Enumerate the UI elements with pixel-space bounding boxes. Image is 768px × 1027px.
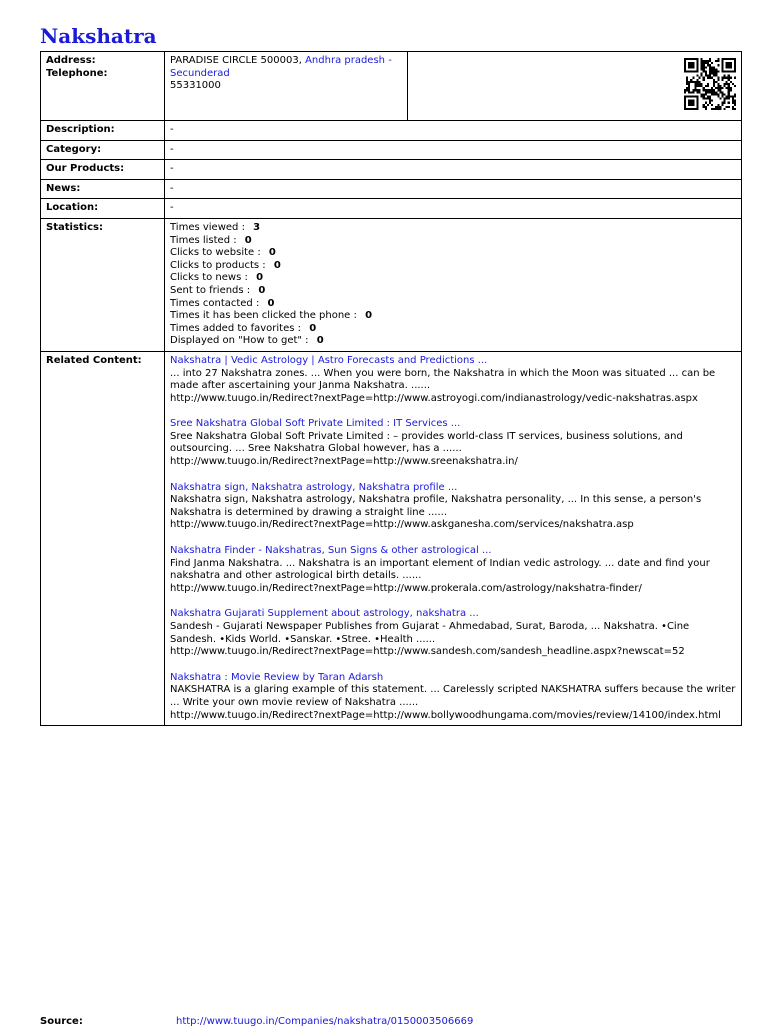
stat-line — [170, 310, 736, 323]
stat-value: 0 — [256, 272, 264, 284]
related-item — [170, 482, 736, 532]
qr-cell — [408, 52, 742, 121]
address-label: Address: — [46, 55, 96, 66]
products-row — [41, 160, 742, 180]
stat-value: 0 — [309, 322, 317, 334]
related-item-url: http://www.tuugo.in/Redirect?nextPage=http://www.sandesh.com/sandesh_headline.aspx?newscat=52 — [170, 646, 685, 658]
stat-value: 0 — [316, 335, 324, 347]
city-link[interactable]: Secunderad — [170, 67, 230, 79]
state-link[interactable]: Andhra pradesh - — [305, 55, 392, 66]
category-row — [41, 140, 742, 160]
stat-value: 3 — [253, 221, 261, 233]
stat-line — [170, 222, 736, 235]
qr-code-icon — [684, 58, 736, 110]
row-label: News: — [41, 179, 165, 199]
news-row — [41, 179, 742, 199]
related-item — [170, 355, 736, 405]
row-label: Description: — [41, 121, 165, 141]
stat-line — [170, 298, 736, 311]
stat-label: Times viewed : — [170, 221, 245, 233]
telephone-label: Telephone: — [46, 67, 108, 79]
stat-label: Clicks to products : — [170, 259, 266, 271]
related-item-snippet: Nakshatra sign, Nakshatra astrology, Nakshatra profile, Nakshatra personality, ... In this sense, a person's Nakshatra is determined by drawing a straight line ...... — [170, 494, 702, 518]
related-item-url: http://www.tuugo.in/Redirect?nextPage=http://www.sreenakshatra.in/ — [170, 456, 518, 468]
related-item-snippet: Sree Nakshatra Global Soft Private Limited : – provides world-class IT services, business solutions, and outsourcing. ... Sree Nakshatra Global however, has a ...... — [170, 430, 683, 455]
related-item-snippet: NAKSHATRA is a glaring example of this statement. ... Carelessly scripted NAKSHATRA suffers because the writer ... Write your own movie review of Nakshatra ...... — [170, 684, 736, 708]
stat-value: 0 — [273, 259, 281, 271]
row-value: - — [165, 121, 742, 141]
street-address: PARADISE CIRCLE 500003, — [170, 55, 302, 66]
address-values — [165, 52, 408, 121]
stat-label: Times listed : — [170, 234, 237, 246]
stat-label: Clicks to news : — [170, 272, 248, 284]
stat-value: 0 — [268, 247, 276, 259]
related-item-link[interactable]: Nakshatra | Vedic Astrology | Astro Forecasts and Predictions ... — [170, 354, 488, 366]
related-item-url: http://www.tuugo.in/Redirect?nextPage=http://www.askganesha.com/services/nakshatra.asp — [170, 519, 634, 531]
location-row — [41, 199, 742, 219]
stat-label: Times added to favorites : — [170, 322, 301, 334]
stat-label: Sent to friends : — [170, 284, 251, 296]
row-label: Location: — [41, 199, 165, 219]
page-footer — [40, 1016, 473, 1027]
related-content-row — [41, 351, 742, 725]
stat-line — [170, 323, 736, 336]
related-item-snippet: ... into 27 Nakshatra zones. ... When you were born, the Nakshatra in which the Moon was situated ... can be made after ascertaining your Janma Nakshatra. ...... — [170, 367, 716, 392]
company-details-table — [40, 51, 742, 726]
page-title: Nakshatra — [40, 24, 157, 48]
address-labels — [41, 52, 165, 121]
row-value: - — [165, 140, 742, 160]
related-content-list — [165, 351, 742, 725]
stat-label: Times contacted : — [170, 297, 260, 309]
stat-value: 0 — [267, 297, 275, 309]
row-label: Our Products: — [41, 160, 165, 180]
row-value: - — [165, 160, 742, 180]
stat-value: 0 — [365, 310, 373, 322]
stat-label: Clicks to website : — [170, 247, 261, 259]
stat-line — [170, 272, 736, 285]
stat-line — [170, 335, 736, 348]
related-item — [170, 545, 736, 595]
related-content-label: Related Content: — [41, 351, 165, 725]
stat-label: Times it has been clicked the phone : — [170, 310, 357, 322]
related-item-url: http://www.tuugo.in/Redirect?nextPage=http://www.prokerala.com/astrology/nakshatra-finder/ — [170, 582, 642, 594]
statistics-row — [41, 218, 742, 351]
related-item — [170, 418, 736, 468]
related-item-link[interactable]: Nakshatra Gujarati Supplement about astrology, nakshatra ... — [170, 608, 479, 620]
stat-value: 0 — [258, 284, 266, 296]
stat-line — [170, 235, 736, 248]
source-link[interactable]: http://www.tuugo.in/Companies/nakshatra/0150003506669 — [176, 1016, 474, 1027]
statistics-label: Statistics: — [41, 218, 165, 351]
related-item — [170, 608, 736, 658]
related-item — [170, 672, 736, 722]
stat-line — [170, 260, 736, 273]
stat-value: 0 — [244, 234, 252, 246]
related-item-link[interactable]: Nakshatra Finder - Nakshatras, Sun Signs & other astrological ... — [170, 545, 492, 557]
row-value: - — [165, 199, 742, 219]
row-value: - — [165, 179, 742, 199]
related-item-snippet: Sandesh - Gujarati Newspaper Publishes from Gujarat - Ahmedabad, Surat, Baroda, ... Nakshatra. •Cine Sandesh. •Kids World. •Sanskar. •Stree. •Health ...... — [170, 621, 690, 645]
related-item-snippet: Find Janma Nakshatra. ... Nakshatra is an important element of Indian vedic astrology. ... date and find your nakshatra and other astrological birth details. ...... — [170, 557, 710, 582]
related-item-url: http://www.tuugo.in/Redirect?nextPage=http://www.bollywoodhungama.com/movies/review/14100/index.html — [170, 709, 721, 721]
address-row — [41, 52, 742, 121]
related-item-link[interactable]: Nakshatra : Movie Review by Taran Adarsh — [170, 671, 384, 683]
stat-label: Displayed on "How to get" : — [170, 335, 309, 347]
stat-line — [170, 285, 736, 298]
stat-line — [170, 247, 736, 260]
phone-number: 55331000 — [170, 80, 221, 92]
description-row — [41, 121, 742, 141]
related-item-link[interactable]: Sree Nakshatra Global Soft Private Limited : IT Services ... — [170, 418, 461, 430]
related-item-link[interactable]: Nakshatra sign, Nakshatra astrology, Nakshatra profile ... — [170, 481, 458, 493]
related-item-url: http://www.tuugo.in/Redirect?nextPage=http://www.astroyogi.com/indianastrology/vedic-nakshatras.aspx — [170, 392, 698, 404]
row-label: Category: — [41, 140, 165, 160]
statistics-list — [165, 218, 742, 351]
source-label: Source: — [40, 1016, 83, 1027]
